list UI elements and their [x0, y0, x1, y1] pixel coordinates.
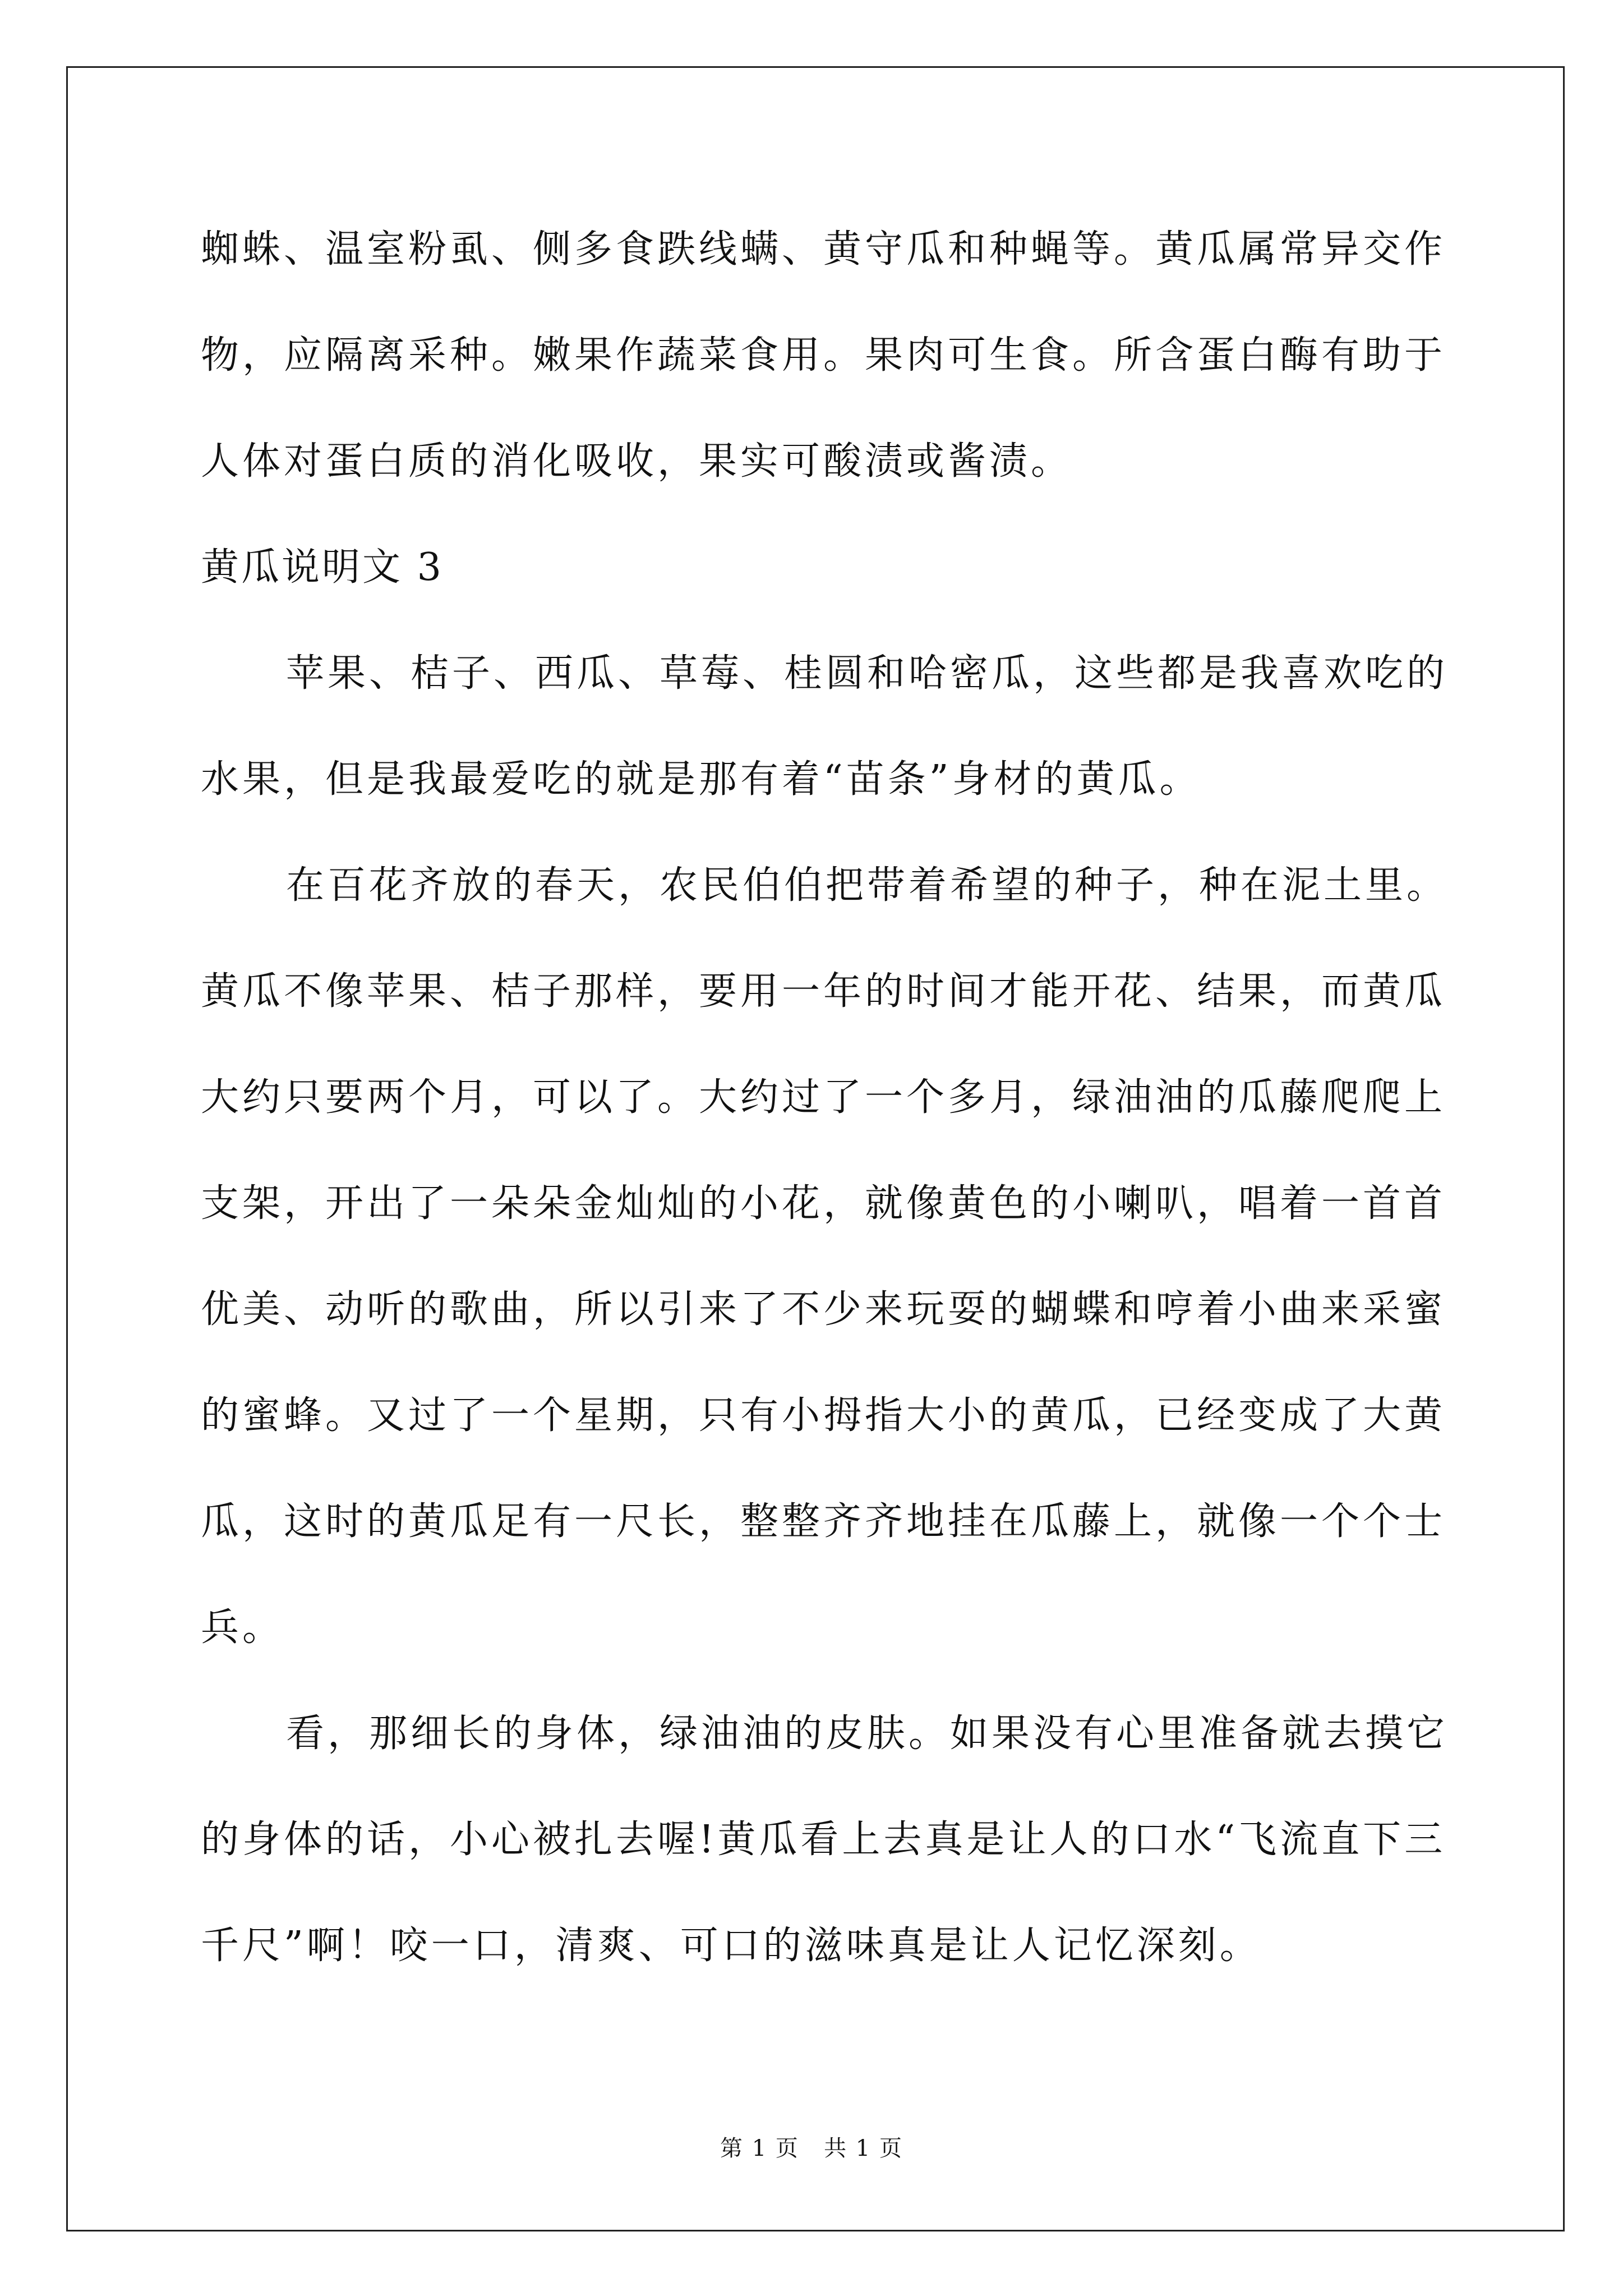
page-footer — [0, 2132, 1623, 2165]
text-line: 千尺”啊！咬一口，清爽、可口的滋味真是让人记忆深刻。 — [201, 1924, 1261, 1968]
text-line: 兵。 — [201, 1605, 284, 1650]
text-line: 物，应隔离采种。嫩果作蔬菜食用。果肉可生食。所含蛋白酶有助于 — [201, 333, 1446, 378]
paragraph-first-line: 在百花齐放的春天，农民伯伯把带着希望的种子，种在泥土里。 — [286, 863, 1449, 908]
text-line: 支架，开出了一朵朵金灿灿的小花，就像黄色的小喇叭，唱着一首首 — [201, 1181, 1446, 1226]
text-line: 黄瓜不像苹果、桔子那样，要用一年的时间才能开花、结果，而黄瓜 — [201, 969, 1446, 1014]
paragraph-first-line: 看，那细长的身体，绿油油的皮肤。如果没有心里准备就去摸它 — [286, 1711, 1449, 1756]
page-total: 共 1 页 — [824, 2136, 903, 2161]
text-line: 人体对蛋白质的消化吸收，果实可酸渍或酱渍。 — [201, 439, 1073, 484]
text-line: 优美、动听的歌曲，所以引来了不少来玩耍的蝴蝶和哼着小曲来采蜜 — [201, 1287, 1446, 1332]
text-line: 蜘蛛、温室粉虱、侧多食跌线螨、黄守瓜和种蝇等。黄瓜属常异交作 — [201, 227, 1446, 272]
text-line: 大约只要两个月，可以了。大约过了一个多月，绿油油的瓜藤爬爬上 — [201, 1075, 1446, 1120]
document-body — [201, 196, 1449, 1999]
text-line: 的蜜蜂。又过了一个星期，只有小拇指大小的黄瓜，已经变成了大黄 — [201, 1393, 1446, 1438]
text-line: 的身体的话，小心被扎去喔!黄瓜看上去真是让人的口水“飞流直下三 — [201, 1818, 1446, 1862]
text-line: 水果，但是我最爱吃的就是那有着“苗条”身材的黄瓜。 — [201, 757, 1201, 802]
text-line: 瓜，这时的黄瓜足有一尺长，整整齐齐地挂在瓜藤上，就像一个个士 — [201, 1499, 1446, 1544]
page-number: 第 1 页 — [720, 2136, 799, 2161]
section-heading: 黄瓜说明文 3 — [201, 545, 444, 590]
paragraph-first-line: 苹果、桔子、西瓜、草莓、桂圆和哈密瓜，这些都是我喜欢吃的 — [286, 651, 1449, 696]
